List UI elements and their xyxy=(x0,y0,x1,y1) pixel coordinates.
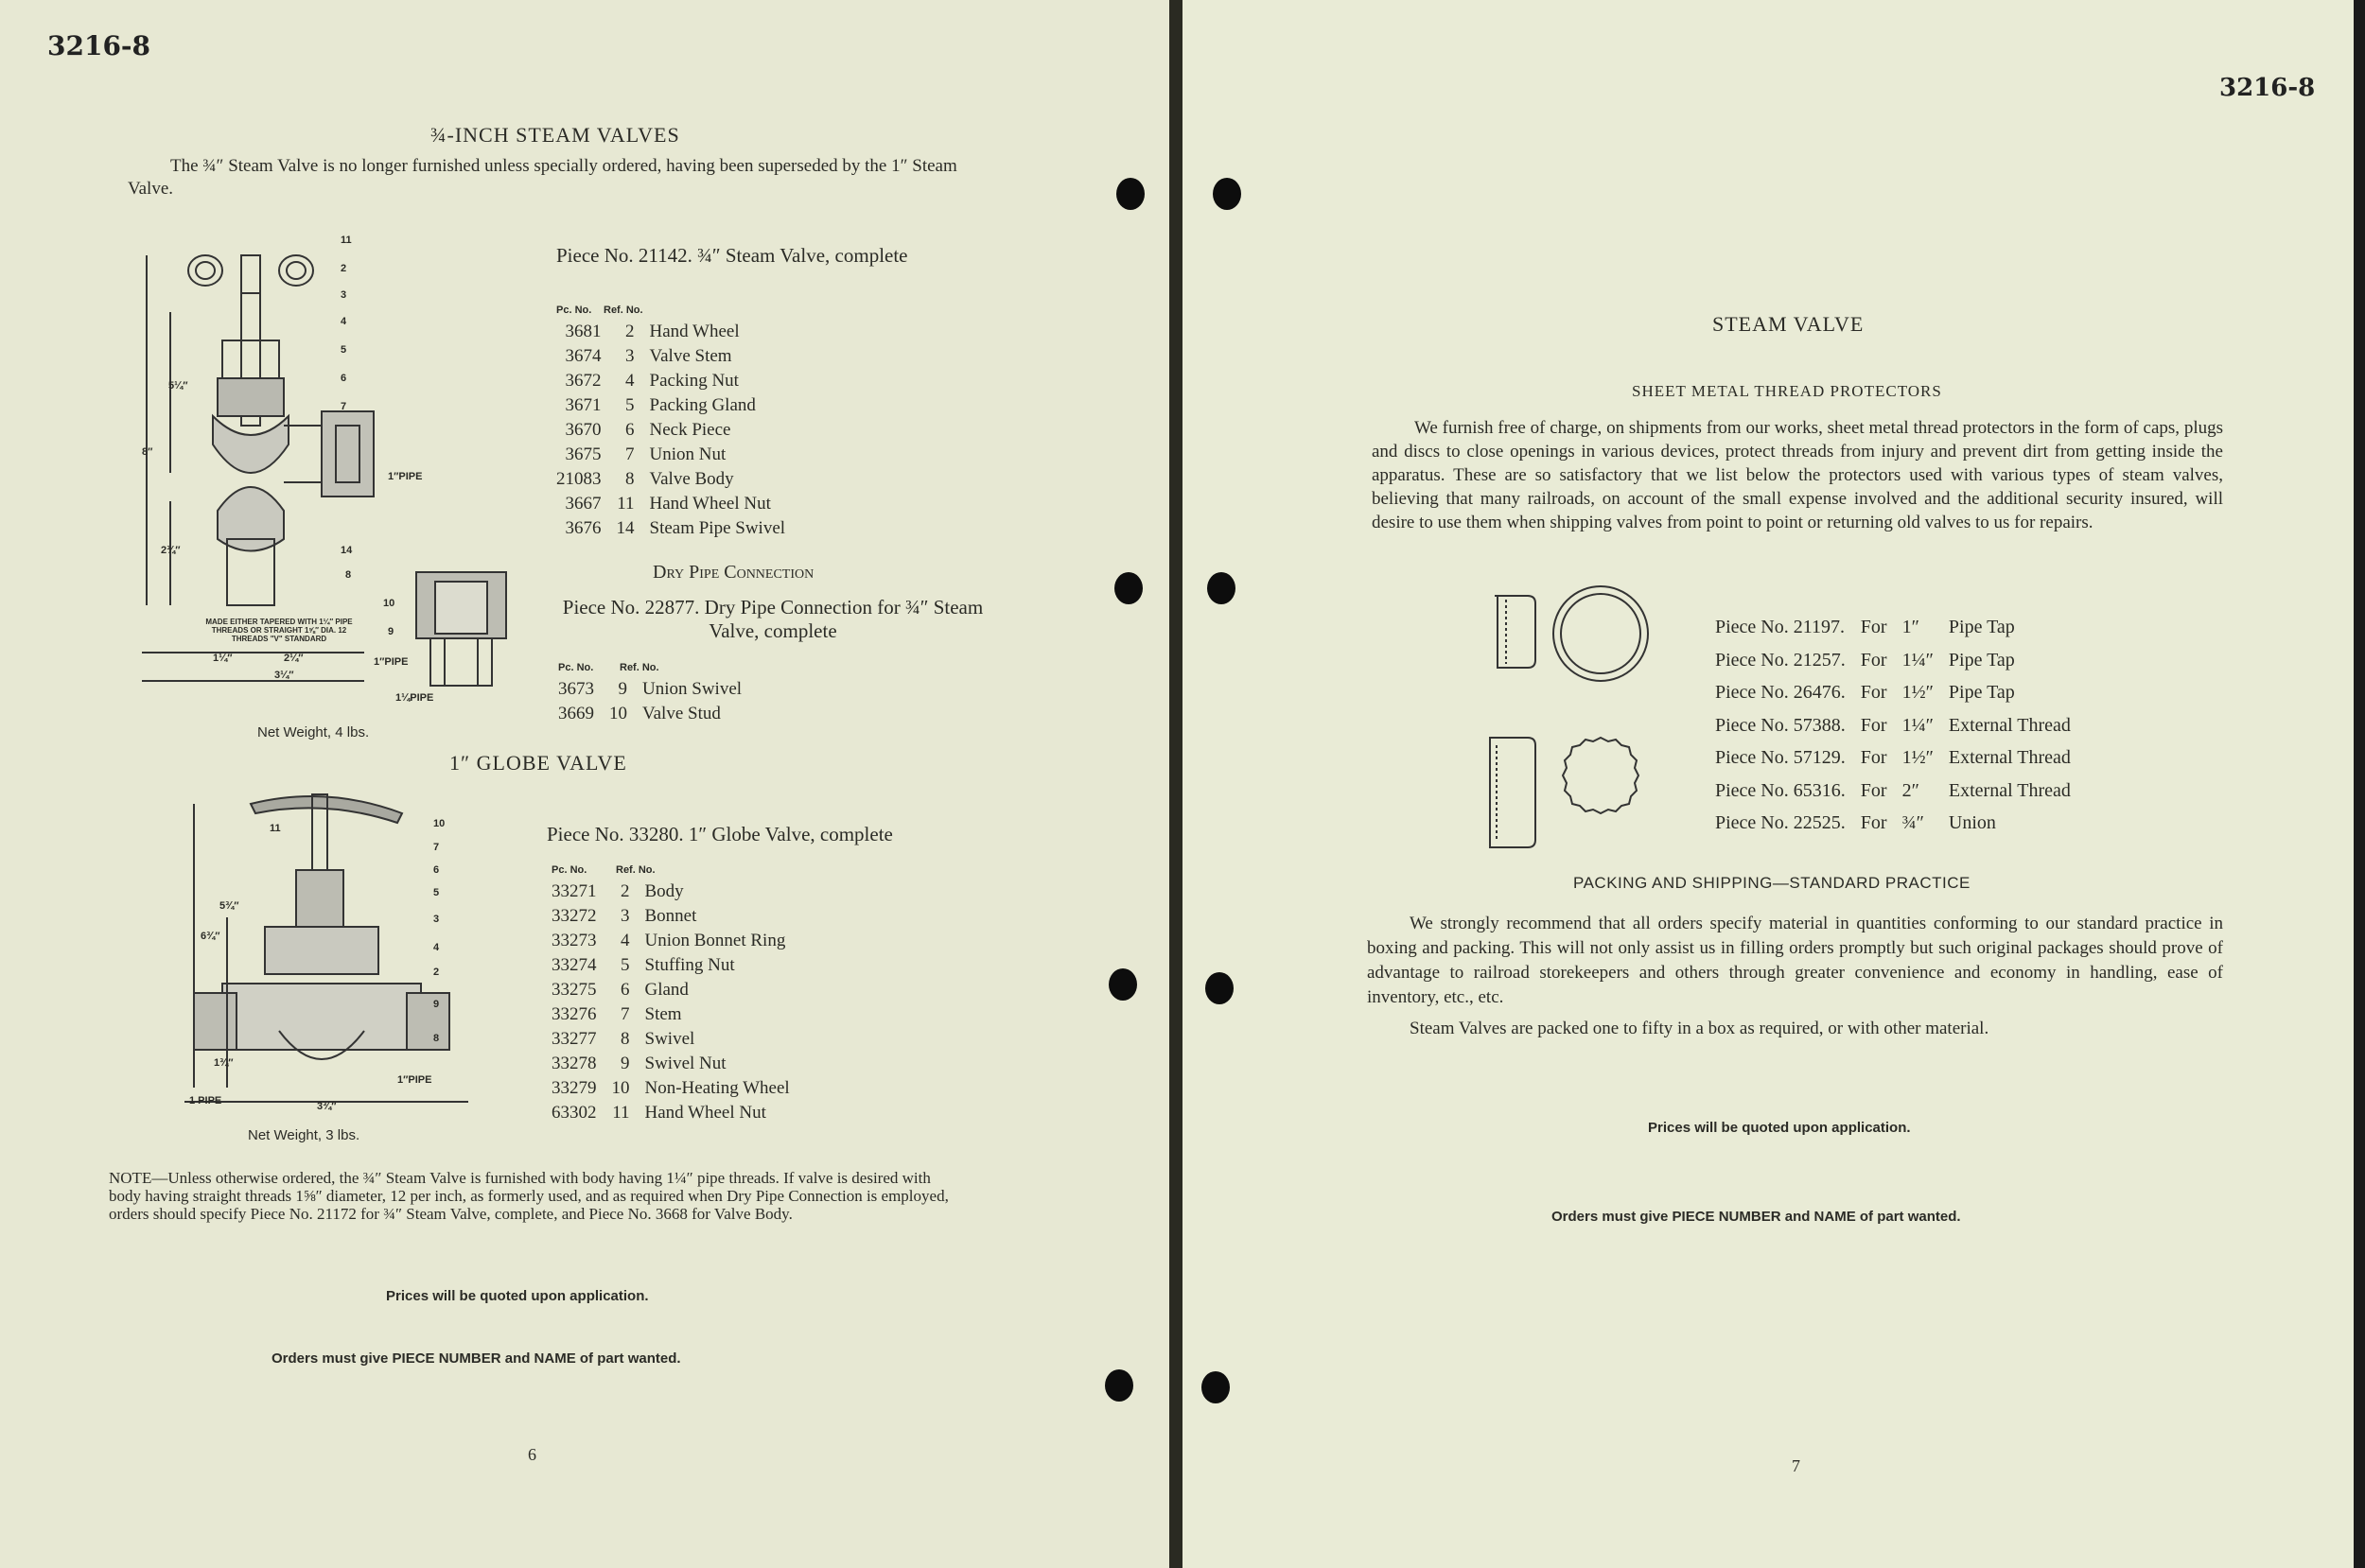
part-number: 3670 xyxy=(565,420,602,440)
ref-number: 11 xyxy=(617,494,635,514)
dry-pipe-piece: Piece No. 22877. Dry Pipe Connection for ¾″ Steam Valve, complete xyxy=(562,596,984,642)
dry-pipe-heading-text: Dry Pipe Connection xyxy=(653,562,815,583)
valve-parts xyxy=(556,320,800,541)
dim-label: 5¼″ xyxy=(168,380,188,392)
ref-number: 9 xyxy=(621,1054,630,1073)
part-number: 33271 xyxy=(552,881,597,901)
part-number: 3675 xyxy=(565,444,602,464)
left-prices-line: Prices will be quoted upon application. xyxy=(386,1288,649,1304)
protector-piece: Piece No. 21257. xyxy=(1715,649,1846,671)
right-orders-line: Orders must give PIECE NUMBER and NAME of part wanted. xyxy=(1551,1209,1961,1225)
part-row xyxy=(552,1076,805,1101)
ref-number: 4 xyxy=(621,931,630,950)
right-title: STEAM VALVE xyxy=(1712,312,1865,336)
part-name: Hand Wheel Nut xyxy=(649,494,771,514)
part-row xyxy=(552,1002,805,1027)
dim-label: 8″ xyxy=(142,446,153,458)
dim-label: 6¾″ xyxy=(201,931,220,942)
part-number: 33273 xyxy=(552,931,597,950)
net-weight-2: Net Weight, 3 lbs. xyxy=(248,1127,360,1143)
part-name: Union Nut xyxy=(649,444,727,464)
right-corner-code: 3216-8 xyxy=(2219,74,2316,102)
valve-ref-label: 11 xyxy=(341,235,352,246)
ref-number: 6 xyxy=(621,980,630,1000)
protector-size: 1¼″ xyxy=(1901,714,1934,736)
protector-desc: Pipe Tap xyxy=(1948,682,2015,703)
packing-text-2: Steam Valves are packed one to fifty in a box as required, or with other material. xyxy=(1410,1019,1989,1038)
pipe-label: 1¼PIPE xyxy=(395,692,434,704)
ref-number: 9 xyxy=(618,679,627,699)
right-subtitle: SHEET METAL THREAD PROTECTORS xyxy=(1632,382,1942,400)
protector-size: 1½″ xyxy=(1901,682,1934,703)
part-number: 3673 xyxy=(558,679,594,699)
punch-hole xyxy=(1114,572,1143,604)
ref-number: 6 xyxy=(625,420,635,440)
globe-ref-label: 6 xyxy=(433,864,440,876)
part-name: Packing Nut xyxy=(649,371,739,391)
part-name: Stem xyxy=(644,1004,682,1024)
col-ref-header: Ref. No. xyxy=(604,305,643,316)
punch-hole xyxy=(1109,968,1137,1001)
protector-row xyxy=(1715,611,2086,644)
col-pc-header: Pc. No. xyxy=(558,662,594,673)
ref-number: 2 xyxy=(625,322,635,341)
col-ref-header: Ref. No. xyxy=(620,662,659,673)
protector-row xyxy=(1715,644,2086,677)
part-row xyxy=(556,516,800,541)
part-name: Stuffing Nut xyxy=(644,955,735,975)
part-row xyxy=(552,978,805,1002)
protector-piece: Piece No. 57129. xyxy=(1715,747,1846,768)
part-number: 21083 xyxy=(556,469,602,489)
part-row xyxy=(558,702,757,726)
dry-ref-label: 9 xyxy=(388,626,394,637)
right-intro: We furnish free of charge, on shipments from our works, sheet metal thread protectors in the form of caps, plugs and discs to close openings in various devices, protect threads from injury and prevent dirt from getting inside the apparatus. These are so satisfactory that we list below the protectors used with various types of steam valves, believing that many railroads, on account of the small expense involved and the additional security insured, will desire to use them when shipping valves from point to point or returning old valves to us for repairs. xyxy=(1372,418,2223,532)
pipe-label: 1″PIPE xyxy=(388,471,423,482)
dry-pipe-drawing xyxy=(407,572,530,695)
protector-piece: Piece No. 21197. xyxy=(1715,617,1846,637)
part-name: Valve Body xyxy=(649,469,734,489)
part-row xyxy=(552,904,805,929)
dim-label: 1¾″ xyxy=(214,1057,234,1069)
ref-number: 10 xyxy=(611,1078,630,1098)
part-number: 33275 xyxy=(552,980,597,1000)
punch-hole xyxy=(1207,572,1235,604)
protector-size: 2″ xyxy=(1901,779,1919,801)
part-row xyxy=(556,320,800,344)
punch-hole xyxy=(1201,1371,1230,1403)
protector-desc: Pipe Tap xyxy=(1948,617,2015,637)
part-name: Packing Gland xyxy=(649,395,756,415)
protector-size: ¾″ xyxy=(1901,812,1924,833)
right-page-number: 7 xyxy=(1792,1456,1800,1475)
protector-piece: Piece No. 22525. xyxy=(1715,812,1846,833)
protector-size: 1½″ xyxy=(1901,747,1934,768)
protector-for: For xyxy=(1860,714,1887,736)
part-name: Union Swivel xyxy=(642,679,743,699)
valve-ref-label: 8 xyxy=(345,569,352,581)
part-name: Steam Pipe Swivel xyxy=(649,518,786,538)
part-name: Hand Wheel Nut xyxy=(644,1103,766,1123)
protector-desc: Pipe Tap xyxy=(1948,649,2015,671)
dim-label: 2¾″ xyxy=(161,545,181,556)
ref-number: 8 xyxy=(625,469,635,489)
part-row xyxy=(552,880,805,904)
protector-desc: External Thread xyxy=(1948,779,2071,801)
col-ref-header: Ref. No. xyxy=(616,864,656,876)
part-row xyxy=(552,1052,805,1076)
part-row xyxy=(556,467,800,492)
globe-title: 1″ GLOBE VALVE xyxy=(449,751,627,775)
protector-piece: Piece No. 26476. xyxy=(1715,682,1846,703)
note-paragraph: NOTE—Unless otherwise ordered, the ¾″ Steam Valve is furnished with body having 1¼″ pipe threads. If valve is desired with body having straight threads 1⅝″ diameter, 12 per inch, as formerly used, and as required when Dry Pipe Connection is employed, orders should specify Piece No. 21172 for ¾″ Steam Valve, complete, and Piece No. 3668 for Valve Body. xyxy=(109,1169,949,1223)
ref-number: 4 xyxy=(625,371,635,391)
dim-label: 3¾″ xyxy=(317,1101,337,1112)
ref-number: 5 xyxy=(625,395,635,415)
part-number: 3672 xyxy=(565,371,602,391)
part-name: Body xyxy=(644,881,684,901)
protector-piece: Piece No. 65316. xyxy=(1715,779,1846,801)
globe-ref-label: 2 xyxy=(433,967,440,978)
part-row xyxy=(556,344,800,369)
globe-ref-label: 4 xyxy=(433,942,440,953)
protector-for: For xyxy=(1860,649,1887,671)
ref-number: 3 xyxy=(625,346,635,366)
col-pc-header: Pc. No. xyxy=(552,864,587,876)
part-row xyxy=(558,677,757,702)
globe-ref-label: 3 xyxy=(433,914,440,925)
part-number: 3674 xyxy=(565,346,602,366)
valve-ref-label: 6 xyxy=(341,373,347,384)
protectors-table xyxy=(1715,611,2086,840)
globe-ref-label: 11 xyxy=(270,823,281,834)
part-name: Union Bonnet Ring xyxy=(644,931,786,950)
protector-row xyxy=(1715,807,2086,840)
punch-hole xyxy=(1205,972,1234,1004)
protector-for: For xyxy=(1860,682,1887,703)
globe-ref-label: 10 xyxy=(433,818,446,829)
punch-hole xyxy=(1116,178,1145,210)
protector-for: For xyxy=(1860,747,1887,768)
left-intro: The ¾″ Steam Valve is no longer furnished unless specially ordered, having been superseded by the 1″ Steam Valve. xyxy=(128,156,957,199)
ref-number: 14 xyxy=(616,518,635,538)
protector-size: 1″ xyxy=(1901,617,1919,637)
valve-parts-table xyxy=(556,305,800,541)
packing-heading: PACKING AND SHIPPING—STANDARD PRACTICE xyxy=(1573,874,1971,892)
part-name: Neck Piece xyxy=(649,420,731,440)
part-number: 33279 xyxy=(552,1078,597,1098)
pipe-label: 1″PIPE xyxy=(374,656,409,668)
part-row xyxy=(556,443,800,467)
globe-ref-label: 8 xyxy=(433,1033,440,1044)
left-title: ¾-INCH STEAM VALVES xyxy=(430,123,680,147)
right-page xyxy=(1182,0,2354,1568)
pipe-label: 1″PIPE xyxy=(397,1074,432,1086)
part-number: 33272 xyxy=(552,906,597,926)
part-number: 3671 xyxy=(565,395,602,415)
right-prices-line: Prices will be quoted upon application. xyxy=(1648,1120,1911,1136)
punch-hole xyxy=(1105,1369,1133,1402)
valve-ref-label: 3 xyxy=(341,289,347,301)
dry-pipe-heading xyxy=(653,562,814,584)
part-number: 33277 xyxy=(552,1029,597,1049)
net-weight-1: Net Weight, 4 lbs. xyxy=(257,724,370,740)
globe-piece-heading: Piece No. 33280. 1″ Globe Valve, complete xyxy=(547,823,893,845)
ref-number: 2 xyxy=(621,881,630,901)
protector-row xyxy=(1715,775,2086,808)
part-name: Gland xyxy=(644,980,689,1000)
part-row xyxy=(556,492,800,516)
valve-ref-label: 5 xyxy=(341,344,347,356)
dim-label: 3¼″ xyxy=(274,670,294,681)
part-row xyxy=(552,953,805,978)
protector-desc: External Thread xyxy=(1948,747,2071,768)
part-number: 3667 xyxy=(565,494,602,514)
protector-desc: External Thread xyxy=(1948,714,2071,736)
part-name: Valve Stud xyxy=(642,704,721,723)
globe-ref-label: 5 xyxy=(433,887,440,898)
ref-number: 11 xyxy=(612,1103,630,1123)
globe-ref-label: 9 xyxy=(433,999,440,1010)
part-row xyxy=(552,929,805,953)
part-name: Valve Stem xyxy=(649,346,732,366)
ref-number: 7 xyxy=(625,444,635,464)
part-number: 33278 xyxy=(552,1054,597,1073)
part-name: Non-Heating Wheel xyxy=(644,1078,790,1098)
part-name: Swivel Nut xyxy=(644,1054,727,1073)
part-number: 33276 xyxy=(552,1004,597,1024)
part-row xyxy=(552,1027,805,1052)
part-row xyxy=(556,418,800,443)
pipe-label: 1 PIPE xyxy=(189,1095,222,1106)
part-name: Swivel xyxy=(644,1029,695,1049)
protector-row xyxy=(1715,741,2086,775)
protector-size: 1¼″ xyxy=(1901,649,1934,671)
packing-text: We strongly recommend that all orders specify material in quantities conforming to our standard practice in boxing and packing. This will not only assist us in filling orders promptly but such original packages should prove of advantage to railroad storekeepers and others through greater convenience and economy in handling, ease of inventory, etc., etc. xyxy=(1367,914,2223,1007)
part-row xyxy=(552,1101,805,1125)
ref-number: 8 xyxy=(621,1029,630,1049)
globe-parts xyxy=(552,880,805,1125)
valve-ref-label: 14 xyxy=(341,545,353,556)
protector-row xyxy=(1715,709,2086,742)
punch-hole xyxy=(1213,178,1241,210)
protector-desc: Union xyxy=(1948,812,1996,833)
dry-ref-label: 10 xyxy=(383,598,395,609)
valve-ref-label: 7 xyxy=(341,401,347,412)
part-number: 63302 xyxy=(552,1103,597,1123)
valve-ref-label: 2 xyxy=(341,263,347,274)
ref-number: 3 xyxy=(621,906,630,926)
col-pc-header: Pc. No. xyxy=(556,305,592,316)
part-number: 3676 xyxy=(565,518,602,538)
part-number: 33274 xyxy=(552,955,597,975)
protectors xyxy=(1715,611,2086,840)
globe-parts-table xyxy=(552,864,805,1125)
dim-label: 1¼″ xyxy=(213,653,233,664)
protector-for: For xyxy=(1860,617,1887,637)
left-page-number: 6 xyxy=(528,1445,536,1464)
dry-pipe-parts-table xyxy=(558,662,757,726)
protector-for: For xyxy=(1860,779,1887,801)
protector-drawings xyxy=(1485,586,1656,851)
part-name: Hand Wheel xyxy=(649,322,740,341)
part-number: 3669 xyxy=(558,704,594,723)
part-row xyxy=(556,393,800,418)
globe-ref-label: 7 xyxy=(433,842,440,853)
valve-ref-label: 4 xyxy=(341,316,347,327)
dry-pipe-parts xyxy=(558,677,757,726)
part-row xyxy=(556,369,800,393)
ref-number: 10 xyxy=(609,704,627,723)
ref-number: 7 xyxy=(621,1004,630,1024)
valve-piece-heading: Piece No. 21142. ¾″ Steam Valve, complete xyxy=(556,244,908,267)
dim-label: 5¾″ xyxy=(219,900,239,912)
protector-row xyxy=(1715,676,2086,709)
left-corner-code: 3216-8 xyxy=(47,30,151,61)
made-either-note: MADE EITHER TAPERED WITH 1¼″ PIPE THREADS OR STRAIGHT 1⅝″ DIA. 12 THREADS "V" STANDARD xyxy=(205,618,353,643)
left-orders-line: Orders must give PIECE NUMBER and NAME of part wanted. xyxy=(272,1350,681,1367)
left-page xyxy=(0,0,1171,1568)
dim-label: 2¼″ xyxy=(284,653,304,664)
part-number: 3681 xyxy=(565,322,602,341)
ref-number: 5 xyxy=(621,955,630,975)
part-name: Bonnet xyxy=(644,906,697,926)
protector-piece: Piece No. 57388. xyxy=(1715,714,1846,736)
protector-for: For xyxy=(1860,812,1887,833)
